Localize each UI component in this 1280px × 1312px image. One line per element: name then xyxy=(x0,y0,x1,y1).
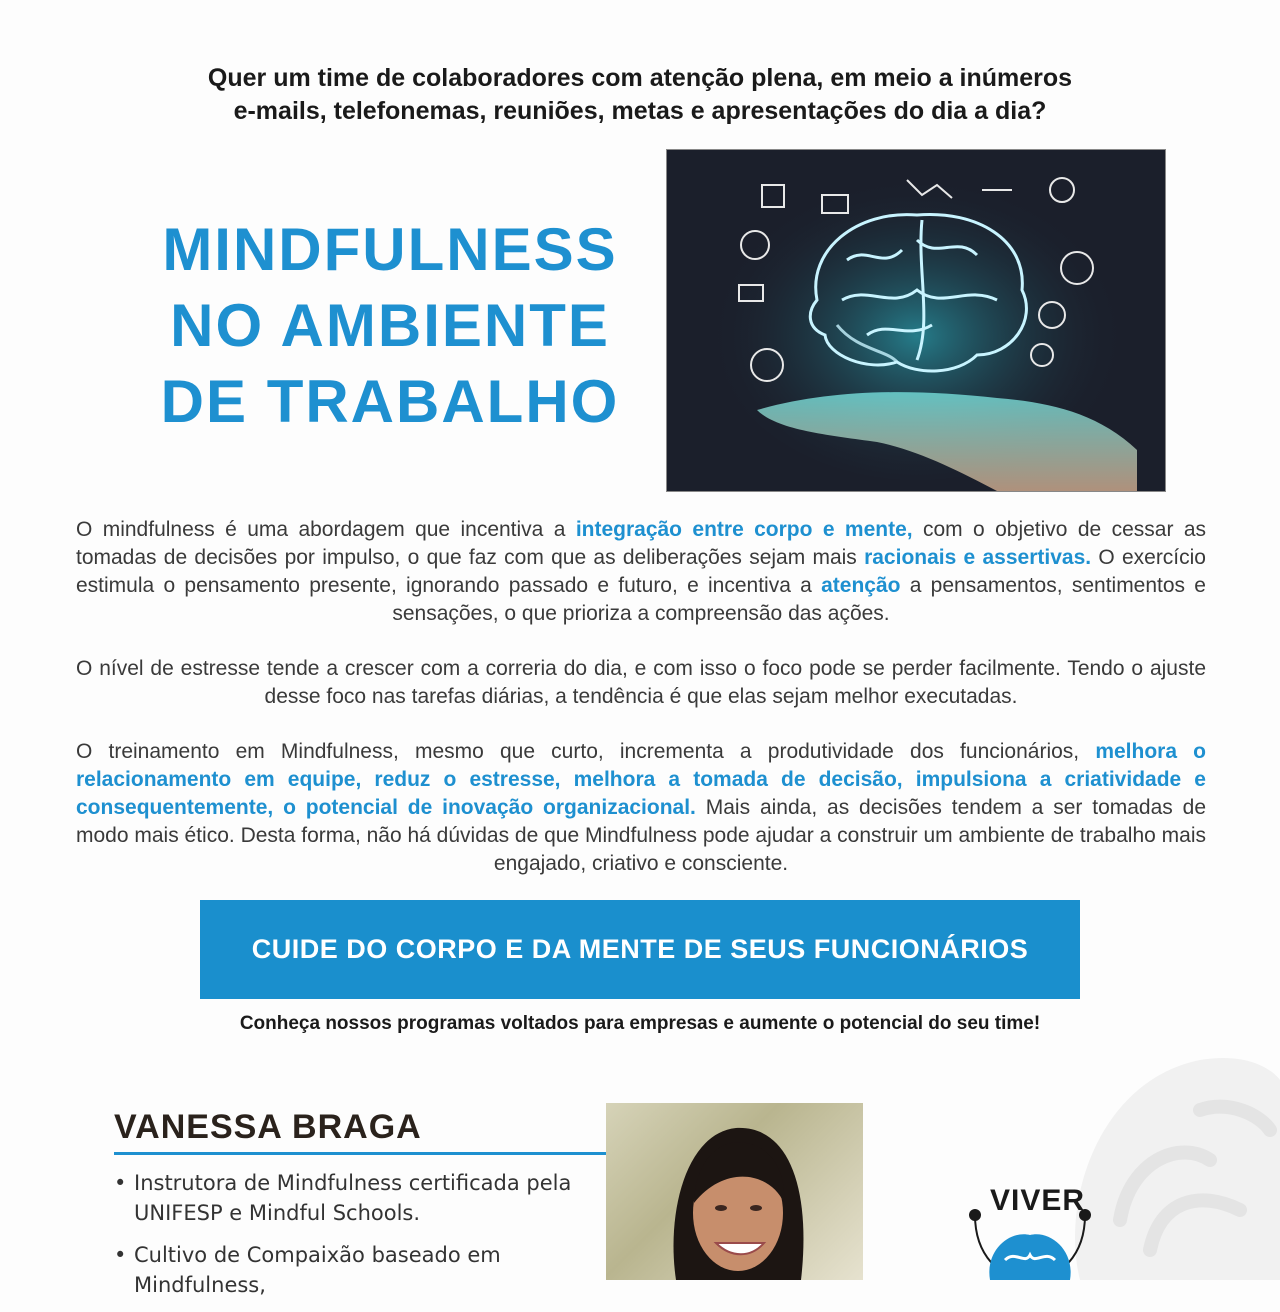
paragraph-intro xyxy=(76,516,1206,628)
credential-item: • Cultivo de Compaixão baseado em Mindfulness, xyxy=(114,1240,584,1300)
paragraph-text: Mais ainda, as decisões tendem a ser tomadas de modo mais ético. Desta forma, não há dúvidas de que Mindfulness pode ajudar a construir um ambiente de trabalho mais engajado, criativo e consciente. xyxy=(76,796,1206,875)
brain-illustration xyxy=(667,150,1165,491)
cta-label: CUIDE DO CORPO E DA MENTE DE SEUS FUNCIONÁRIOS xyxy=(251,934,1029,964)
question-line-1: Quer um time de colaboradores com atenção plena, em meio a inúmeros xyxy=(207,64,1073,92)
header-question xyxy=(100,62,1180,128)
page-title xyxy=(110,212,670,440)
hero-brain-image xyxy=(666,149,1166,492)
paragraph-text: O mindfulness é uma abordagem que incentiva a xyxy=(76,518,576,541)
instructor-name: VANESSA BRAGA xyxy=(114,1108,422,1146)
highlight-text: racionais e assertivas. xyxy=(864,546,1092,569)
instructor-credentials xyxy=(114,1168,584,1312)
paragraph-text: O treinamento em Mindfulness, mesmo que curto, incrementa a produtividade dos funcionários, xyxy=(76,740,1096,763)
cta-banner[interactable] xyxy=(200,900,1080,999)
credential-item: • Instrutora de Mindfulness certificada pela UNIFESP e Mindful Schools. xyxy=(114,1168,584,1228)
highlight-text: melhora o relacionamento em equipe, reduz o estresse, melhora a tomada de decisão, impulsiona a criatividade e consequentemente, o potencial de inovação organizacional. xyxy=(76,740,1207,819)
highlight-text: atenção xyxy=(821,574,901,597)
title-line-1: MINDFULNESS xyxy=(162,216,618,283)
logo-word: VIVER xyxy=(990,1184,1086,1217)
paragraph-stress: O nível de estresse tende a crescer com a correria do dia, e com isso o foco pode se perder facilmente. Tendo o ajuste desse foco nas tarefas diárias, a tendência é que elas sejam melhor executadas. xyxy=(76,657,1206,708)
cta-subtitle: Conheça nossos programas voltados para empresas e aumente o potencial do seu time! xyxy=(239,1013,1041,1034)
instructor-photo xyxy=(606,1103,863,1280)
paragraph-training xyxy=(76,738,1206,878)
paragraph-text: com o objetivo de cessar as tomadas de decisões por impulso, o que faz com que as deliberações sejam mais xyxy=(76,518,1206,569)
paragraph-text: O exercício estimula o pensamento presente, ignorando passado e futuro, e incentiva a xyxy=(76,546,1206,597)
question-line-2: e-mails, telefonemas, reuniões, metas e apresentações do dia a dia? xyxy=(233,97,1047,125)
paragraph-text: a pensamentos, sentimentos e sensações, o que prioriza a compreensão das ações. xyxy=(392,574,1206,625)
highlight-text: integração entre corpo e mente, xyxy=(575,518,913,541)
title-line-2: NO AMBIENTE xyxy=(170,292,610,359)
name-divider xyxy=(114,1152,608,1155)
portrait-illustration xyxy=(606,1103,863,1280)
title-line-3: DE TRABALHO xyxy=(160,368,620,435)
